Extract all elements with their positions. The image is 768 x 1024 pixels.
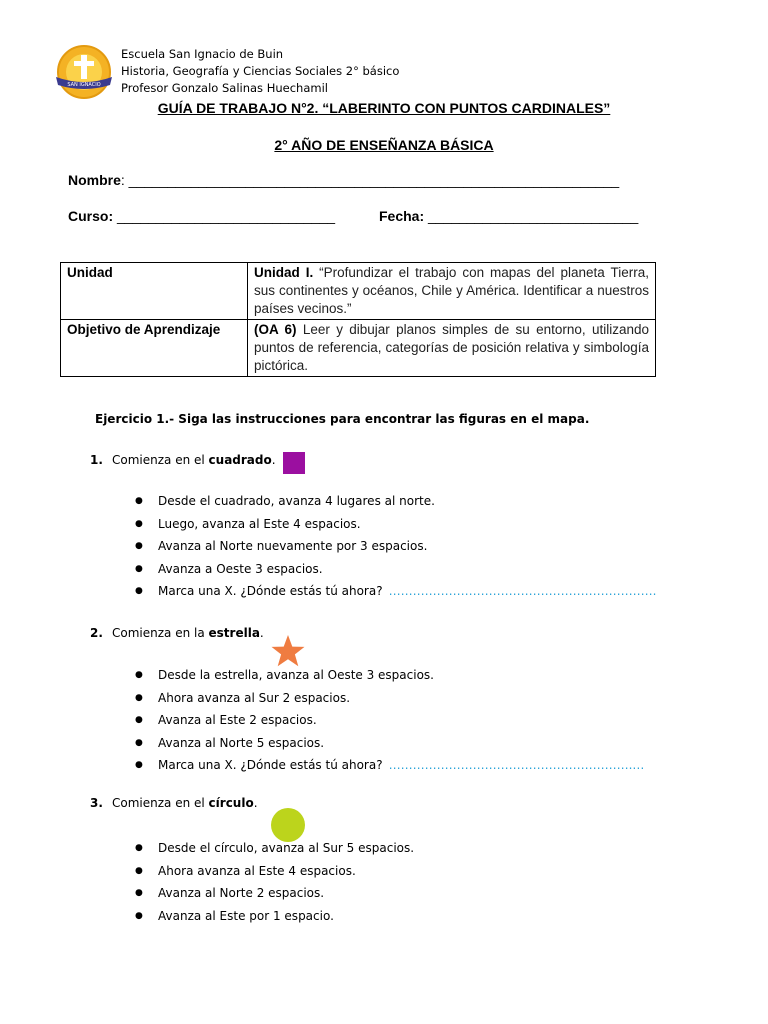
item-prefix: Comienza en la [112,626,209,640]
square-icon [283,452,305,474]
list-item: ● Luego, avanza al Este 4 espacios. [135,513,656,536]
row-value-unidad [248,263,656,320]
row-key-unidad: Unidad [61,263,248,320]
curso-label: Curso: [68,208,114,224]
item-prefix: Comienza en el [112,453,209,467]
table-row [61,320,656,377]
steps-list-2 [135,664,644,777]
table-row [61,263,656,320]
shape-word: estrella [208,626,260,640]
curso-field[interactable] [68,208,335,224]
school-info [121,46,399,97]
list-item: ● Ahora avanza al Sur 2 espacios. [135,687,644,710]
page-subtitle: 2° AÑO DE ENSEÑANZA BÁSICA [274,137,494,153]
list-item: ● Avanza al Norte nuevamente por 3 espacios. [135,535,656,558]
list-item: ● Desde el círculo, avanza al Sur 5 espacios. [135,837,414,860]
question-text: Marca una X. ¿Dónde estás tú ahora? [158,584,383,598]
oa-lead: (OA 6) [254,322,297,337]
page-title: GUÍA DE TRABAJO N°2. “LABERINTO CON PUNTOS CARDINALES” [157,100,611,116]
answer-line[interactable]: …………………………………………………………. [388,584,657,598]
instruction-3 [90,796,258,810]
fecha-field[interactable] [379,208,638,224]
item-number: 3. [90,796,103,810]
list-item: ● Ahora avanza al Este 4 espacios. [135,860,414,883]
fecha-label: Fecha: [379,208,425,224]
item-suffix: . [259,626,264,640]
list-item: ● Desde el cuadrado, avanza 4 lugares al norte. [135,490,656,513]
list-item [135,754,644,777]
nombre-field[interactable] [68,172,619,188]
item-prefix: Comienza en el [112,796,209,810]
list-item: ● Avanza al Este por 1 espacio. [135,905,414,928]
subject-line: Historia, Geografía y Ciencias Sociales 2° básico [121,64,400,78]
unit-lead: Unidad I. [254,265,314,280]
item-suffix: . [253,796,258,810]
list-item: ● Avanza a Oeste 3 espacios. [135,558,656,581]
row-key-objetivo: Objetivo de Aprendizaje [61,320,248,377]
unit-text: “Profundizar el trabajo con mapas del planeta Tierra, sus continentes y océanos, Chile y América. Identificar a nuestros países vecinos.” [254,265,649,316]
item-suffix: . [271,453,276,467]
teacher-line: Profesor Gonzalo Salinas Huechamil [121,81,328,95]
curso-line[interactable]: ____________________________ [117,208,336,224]
steps-list-1 [135,490,656,603]
row-value-objetivo [248,320,656,377]
item-number: 2. [90,626,103,640]
list-item: ● Avanza al Norte 5 espacios. [135,732,644,755]
list-item: ● Avanza al Norte 2 espacios. [135,882,414,905]
shape-word: cuadrado [208,453,272,467]
nombre-label: Nombre [68,172,121,188]
list-item: ● Avanza al Este 2 espacios. [135,709,644,732]
item-number: 1. [90,453,103,467]
question-text: Marca una X. ¿Dónde estás tú ahora? [158,758,383,772]
shape-word: círculo [208,796,254,810]
school-name: Escuela San Ignacio de Buin [121,47,284,61]
logo-text: SAN IGNACIO [67,82,101,88]
unit-table [60,262,656,377]
instruction-2 [90,626,264,640]
nombre-line[interactable]: : _______________________________________________________________ [120,172,620,188]
list-item [135,580,656,603]
fecha-line[interactable]: ___________________________ [428,208,639,224]
exercise-heading: Ejercicio 1.- Siga las instrucciones para encontrar las figuras en el mapa. [95,412,590,426]
school-logo [48,43,120,101]
steps-list-3 [135,837,414,927]
oa-text: Leer y dibujar planos simples de su entorno, utilizando puntos de referencia, categorías de posición relativa y simbología pictórica. [254,322,649,373]
instruction-1 [90,453,276,467]
list-item: ● Desde la estrella, avanza al Oeste 3 espacios. [135,664,644,687]
answer-line[interactable]: …………………………………………………….… [388,758,645,772]
